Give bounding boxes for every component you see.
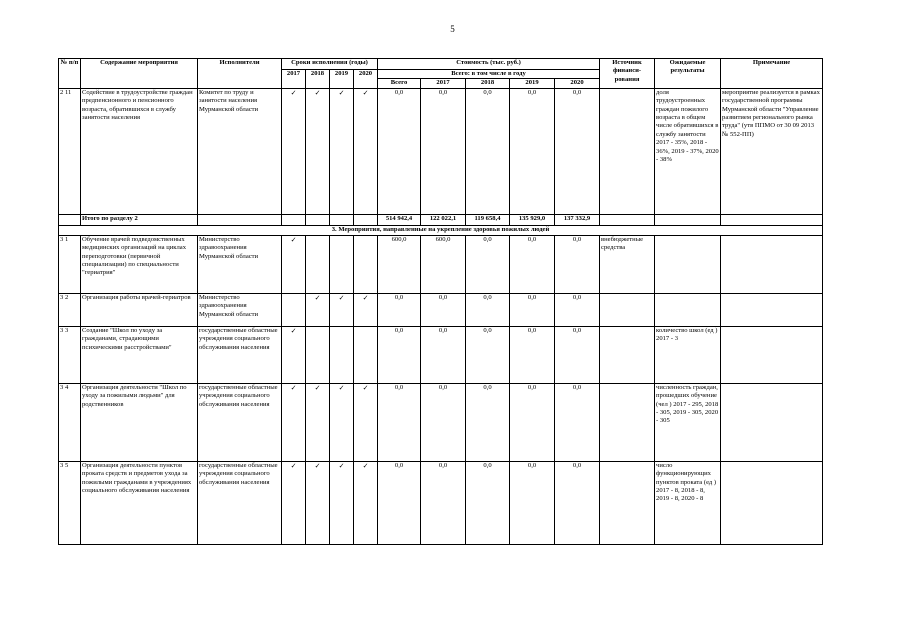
header-year: 2020 [354, 70, 378, 89]
row-note [721, 235, 823, 293]
row-executor: Министерство здравоохранения Мурманской области [198, 235, 282, 293]
row-content: Обучение врачей подведомственных медицинских организаций на циклах переподготовки (первичной специализации) по специальности "гериатрия" [81, 235, 198, 293]
header-note: Примечание [721, 59, 823, 89]
header-cost-year: 2019 [510, 79, 555, 88]
header-year: 2017 [282, 70, 306, 89]
check-mark [330, 235, 354, 293]
check-mark [354, 326, 378, 383]
cost-year: 0,0 [510, 383, 555, 461]
check-mark: ✓ [330, 88, 354, 214]
row-expected [655, 293, 721, 326]
page-number: 5 [450, 24, 455, 34]
check-mark: ✓ [282, 383, 306, 461]
row-expected: доля трудоустроенных граждан пожилого возраста в общем числе обратившихся в службу занятости 2017 - 35%, 2018 - 36%, 2019 - 37%, 2020 - 38% [655, 88, 721, 214]
cost-year: 0,0 [421, 461, 466, 544]
header-content: Содержание мероприятия [81, 59, 198, 89]
total-cost: 514 942,4 [378, 214, 421, 225]
cost-year: 0,0 [466, 461, 510, 544]
table-row [59, 326, 823, 383]
header-total: Всего [378, 79, 421, 88]
row-executor: Министерство здравоохранения Мурманской области [198, 293, 282, 326]
cost-year: 0,0 [510, 326, 555, 383]
cost-year: 0,0 [510, 461, 555, 544]
check-mark: ✓ [306, 461, 330, 544]
row-num: 3 3 [59, 326, 81, 383]
cost-total: 0,0 [378, 88, 421, 214]
check-mark: ✓ [282, 88, 306, 214]
row-num: 3 2 [59, 293, 81, 326]
table-row [59, 383, 823, 461]
check-mark: ✓ [306, 88, 330, 214]
row-source: внебюджетные средства [600, 235, 655, 293]
cost-total: 0,0 [378, 293, 421, 326]
row-executor: государственные областные учреждения социального обслуживания населения [198, 326, 282, 383]
cost-year: 0,0 [555, 326, 600, 383]
cost-year: 0,0 [510, 235, 555, 293]
header-terms: Сроки исполнения (годы) [282, 59, 378, 70]
row-source [600, 293, 655, 326]
cost-year: 0,0 [421, 326, 466, 383]
check-mark: ✓ [354, 461, 378, 544]
check-mark: ✓ [330, 461, 354, 544]
check-mark: ✓ [354, 383, 378, 461]
cost-year: 0,0 [510, 88, 555, 214]
cost-total: 0,0 [378, 383, 421, 461]
row-executor: государственные областные учреждения социального обслуживания населения [198, 383, 282, 461]
row-note [721, 293, 823, 326]
header-year: 2018 [306, 70, 330, 89]
check-mark [306, 326, 330, 383]
row-source [600, 326, 655, 383]
row-source [600, 461, 655, 544]
check-mark: ✓ [306, 293, 330, 326]
row-source [600, 383, 655, 461]
row-content: Организация работы врачей-гериатров [81, 293, 198, 326]
cost-year: 0,0 [466, 383, 510, 461]
total-cost-year: 122 022,1 [421, 214, 466, 225]
cost-year: 0,0 [555, 235, 600, 293]
cost-year: 0,0 [555, 88, 600, 214]
check-mark: ✓ [354, 88, 378, 214]
check-mark: ✓ [330, 293, 354, 326]
row-content: Организация деятельности "Школ по уходу за пожилыми людьми" для родственников [81, 383, 198, 461]
row-expected [655, 235, 721, 293]
header-cost-year: 2017 [421, 79, 466, 88]
section-title: 3. Мероприятия, направленные на укрепление здоровья пожилых людей [59, 225, 823, 235]
row-executor: государственные областные учреждения социального обслуживания населения [198, 461, 282, 544]
header-cost-year: 2020 [555, 79, 600, 88]
cost-year: 0,0 [555, 293, 600, 326]
total-cost-year: 137 332,9 [555, 214, 600, 225]
row-expected: численность граждан, прошедших обучение (чел ) 2017 - 295, 2018 - 305, 2019 - 305, 2020 - 305 [655, 383, 721, 461]
cost-year: 0,0 [466, 326, 510, 383]
table-row [59, 235, 823, 293]
cost-year: 0,0 [555, 383, 600, 461]
table-row [59, 88, 823, 214]
row-expected: количество школ (ед ) 2017 - 3 [655, 326, 721, 383]
header-executors: Исполнители [198, 59, 282, 89]
row-note: мероприятие реализуется в рамках государственной программы Мурманской области "Управление развитием регионального рынка труда" (утв ППМО от 30 09 2013 № 552-ПП) [721, 88, 823, 214]
activities-table [58, 58, 823, 545]
row-note [721, 383, 823, 461]
cost-year: 0,0 [466, 293, 510, 326]
check-mark: ✓ [354, 293, 378, 326]
cost-total: 0,0 [378, 326, 421, 383]
table-row [59, 293, 823, 326]
check-mark [306, 235, 330, 293]
header-cost: Стоимость (тыс. руб.) [378, 59, 600, 70]
check-mark [330, 326, 354, 383]
check-mark: ✓ [330, 383, 354, 461]
cost-year: 600,0 [421, 235, 466, 293]
header-year: 2019 [330, 70, 354, 89]
cost-year: 0,0 [421, 383, 466, 461]
total-row [59, 214, 823, 225]
row-content: Создание "Школ по уходу за гражданами, страдающими психическими расстройствами" [81, 326, 198, 383]
header-source: Источник финанси-рования [600, 59, 655, 89]
cost-year: 0,0 [466, 235, 510, 293]
header-expected: Ожидаемые результаты [655, 59, 721, 89]
check-mark: ✓ [282, 461, 306, 544]
check-mark: ✓ [306, 383, 330, 461]
row-num: 3 1 [59, 235, 81, 293]
total-label: Итого по разделу 2 [81, 214, 198, 225]
row-content: Содействие в трудоустройстве граждан предпенсионного и пенсионного возраста, обратившихся в службу занятости населения [81, 88, 198, 214]
total-cost-year: 135 929,0 [510, 214, 555, 225]
check-mark: ✓ [282, 326, 306, 383]
header-num: № п/п [59, 59, 81, 89]
cost-year: 0,0 [510, 293, 555, 326]
row-note [721, 461, 823, 544]
section-row [59, 225, 823, 235]
row-num: 2 11 [59, 88, 81, 214]
header-cost-year: 2018 [466, 79, 510, 88]
cost-total: 600,0 [378, 235, 421, 293]
check-mark [282, 293, 306, 326]
total-cost-year: 119 658,4 [466, 214, 510, 225]
row-num: 3 5 [59, 461, 81, 544]
row-num: 3 4 [59, 383, 81, 461]
cost-year: 0,0 [421, 88, 466, 214]
cost-year: 0,0 [421, 293, 466, 326]
table-row [59, 461, 823, 544]
check-mark: ✓ [282, 235, 306, 293]
row-content: Организация деятельности пунктов проката средств и предметов ухода за пожилыми гражданами в учреждениях социального обслуживания населения [81, 461, 198, 544]
row-note [721, 326, 823, 383]
cost-year: 0,0 [555, 461, 600, 544]
cost-total: 0,0 [378, 461, 421, 544]
header-total-incl: Всего: в том числе в году [378, 70, 600, 79]
row-expected: число функционирующих пунктов проката (ед ) 2017 - 8, 2018 - 8, 2019 - 8, 2020 - 8 [655, 461, 721, 544]
cost-year: 0,0 [466, 88, 510, 214]
check-mark [354, 235, 378, 293]
row-source [600, 88, 655, 214]
row-executor: Комитет по труду и занятости населения Мурманской области [198, 88, 282, 214]
